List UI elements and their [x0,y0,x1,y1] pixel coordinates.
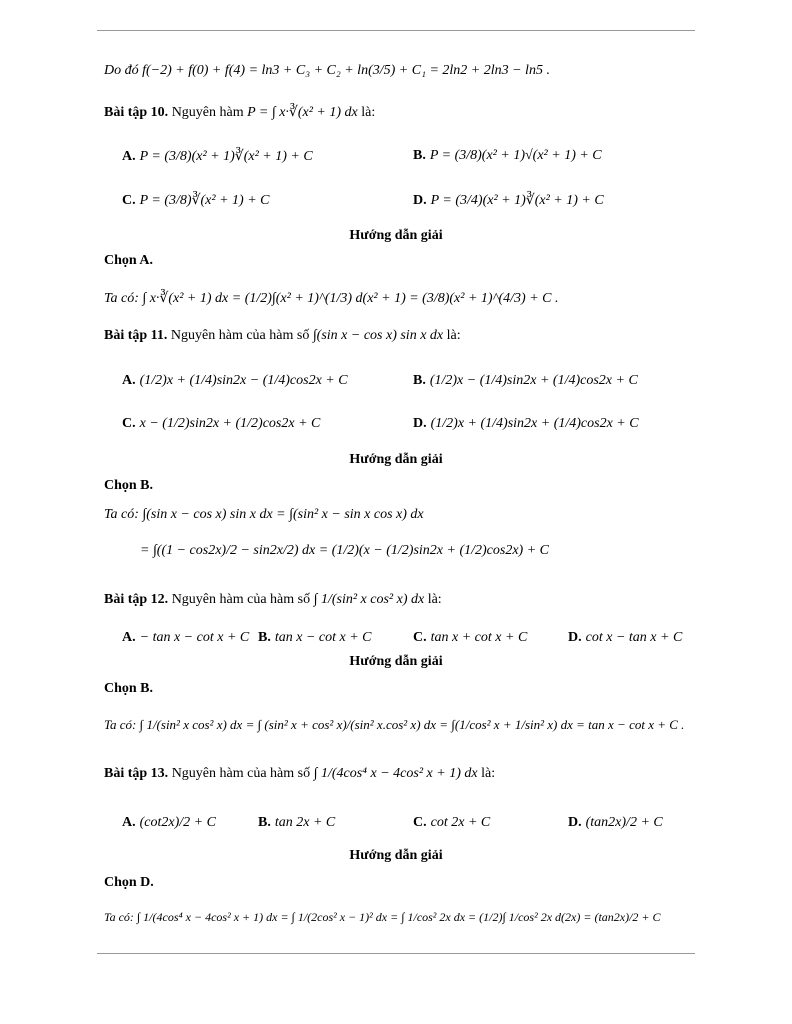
option-a[interactable] [122,373,348,389]
option-a[interactable] [122,630,249,646]
option-label: B. [413,148,426,163]
solution-line: = ∫((1 − cos2x)/2 − sin2x/2) dx = (1/2)(x − (1/2)sin2x + (1/2)cos2x) + C [140,543,549,558]
option-d[interactable] [568,630,682,646]
option-c[interactable] [413,630,527,646]
answer: Chọn B. [104,478,154,493]
option-text: P = (3/8)(x² + 1)∛(x² + 1) + C [139,149,313,164]
option-text: x − (1/2)sin2x + (1/2)cos2x + C [139,416,321,431]
option-d[interactable] [413,416,639,432]
exercise-heading: Bài tập 10. [104,105,169,120]
option-label: A. [122,630,136,645]
option-a[interactable] [122,815,216,831]
top-rule [97,30,695,31]
exercise-suffix: là: [446,328,461,343]
exercise-10 [104,104,375,121]
option-label: C. [122,416,136,431]
option-label: D. [413,416,427,431]
option-label: B. [258,815,271,830]
exercise-math: ∫ 1/(sin² x cos² x) dx [313,592,425,607]
guide-title: Hướng dẫn giải [349,654,443,669]
bottom-rule [97,953,695,954]
option-label: B. [413,373,426,388]
option-c[interactable] [122,416,320,432]
exercise-math: ∫(sin x − cos x) sin x dx [312,328,444,343]
option-label: B. [258,630,271,645]
option-c[interactable] [413,815,490,831]
exercise-suffix: là: [427,592,442,607]
option-d[interactable] [413,192,604,209]
exercise-prompt: Nguyên hàm [171,105,244,120]
option-text: P = (3/4)(x² + 1)∛(x² + 1) + C [430,193,604,208]
exercise-math: ∫ 1/(4cos⁴ x − 4cos² x + 1) dx [313,766,478,781]
solution-line: Ta có: ∫(sin x − cos x) sin x dx = ∫(sin² x − sin x cos x) dx [104,507,424,522]
option-label: C. [413,815,427,830]
option-text: cot x − tan x + C [585,630,683,645]
exercise-heading: Bài tập 12. [104,592,169,607]
exercise-prompt: Nguyên hàm của hàm số [170,328,310,343]
option-text: tan x + cot x + C [430,630,528,645]
answer: Chọn D. [104,875,154,890]
option-a[interactable] [122,148,313,165]
option-text: tan 2x + C [274,815,336,830]
exercise-prompt: Nguyên hàm của hàm số [171,592,311,607]
answer: Chọn B. [104,681,154,696]
option-text: (1/2)x + (1/4)sin2x − (1/4)cos2x + C [139,373,348,388]
option-text: (tan2x)/2 + C [585,815,663,830]
guide-title: Hướng dẫn giải [349,228,443,243]
solution-line: Ta có: ∫ 1/(sin² x cos² x) dx = ∫ (sin² x + cos² x)/(sin² x.cos² x) dx = ∫(1/cos² x + 1/sin² x) dx = tan x − cot x + C . [104,717,685,732]
option-text: cot 2x + C [430,815,491,830]
guide-title: Hướng dẫn giải [349,452,443,467]
option-label: A. [122,373,136,388]
option-label: C. [122,193,136,208]
solution-line: Ta có: ∫ x·∛(x² + 1) dx = (1/2)∫(x² + 1)^(1/3) d(x² + 1) = (3/8)(x² + 1)^(4/3) + C . [104,291,559,306]
option-text: P = (3/8)∛(x² + 1) + C [139,193,270,208]
option-b[interactable] [258,815,335,831]
exercise-11 [104,328,461,344]
option-label: D. [568,630,582,645]
guide-title: Hướng dẫn giải [349,848,443,863]
exercise-suffix: là: [481,766,496,781]
option-label: C. [413,630,427,645]
option-label: D. [413,193,427,208]
exercise-13 [104,766,495,782]
option-text: (1/2)x − (1/4)sin2x + (1/4)cos2x + C [429,373,638,388]
exercise-heading: Bài tập 13. [104,766,169,781]
option-label: A. [122,149,136,164]
option-text: tan x − cot x + C [274,630,372,645]
option-label: A. [122,815,136,830]
option-d[interactable] [568,815,663,831]
option-text: (cot2x)/2 + C [139,815,216,830]
option-b[interactable] [258,630,372,646]
option-text: P = (3/8)(x² + 1)√(x² + 1) + C [429,148,602,163]
exercise-heading: Bài tập 11. [104,328,168,343]
option-b[interactable] [413,373,638,389]
top-line: Do đó f(−2) + f(0) + f(4) = ln3 + C₃ + C₂ + ln(3/5) + C₁ = 2ln2 + 2ln3 − ln5 . [104,63,550,78]
exercise-math: P = ∫ x·∛(x² + 1) dx [247,105,358,120]
solution-line: Ta có: ∫ 1/(4cos⁴ x − 4cos² x + 1) dx = ∫ 1/(2cos² x − 1)² dx = ∫ 1/cos² 2x dx = (1/2)∫ 1/cos² 2x d(2x) = (tan2x)/2 + C [104,910,661,924]
exercise-suffix: là: [361,105,376,120]
option-text: (1/2)x + (1/4)sin2x + (1/4)cos2x + C [430,416,639,431]
exercise-12 [104,592,442,608]
answer: Chọn A. [104,253,154,268]
exercise-prompt: Nguyên hàm của hàm số [171,766,311,781]
option-c[interactable] [122,192,269,209]
option-label: D. [568,815,582,830]
option-b[interactable] [413,148,602,164]
option-text: − tan x − cot x + C [139,630,250,645]
